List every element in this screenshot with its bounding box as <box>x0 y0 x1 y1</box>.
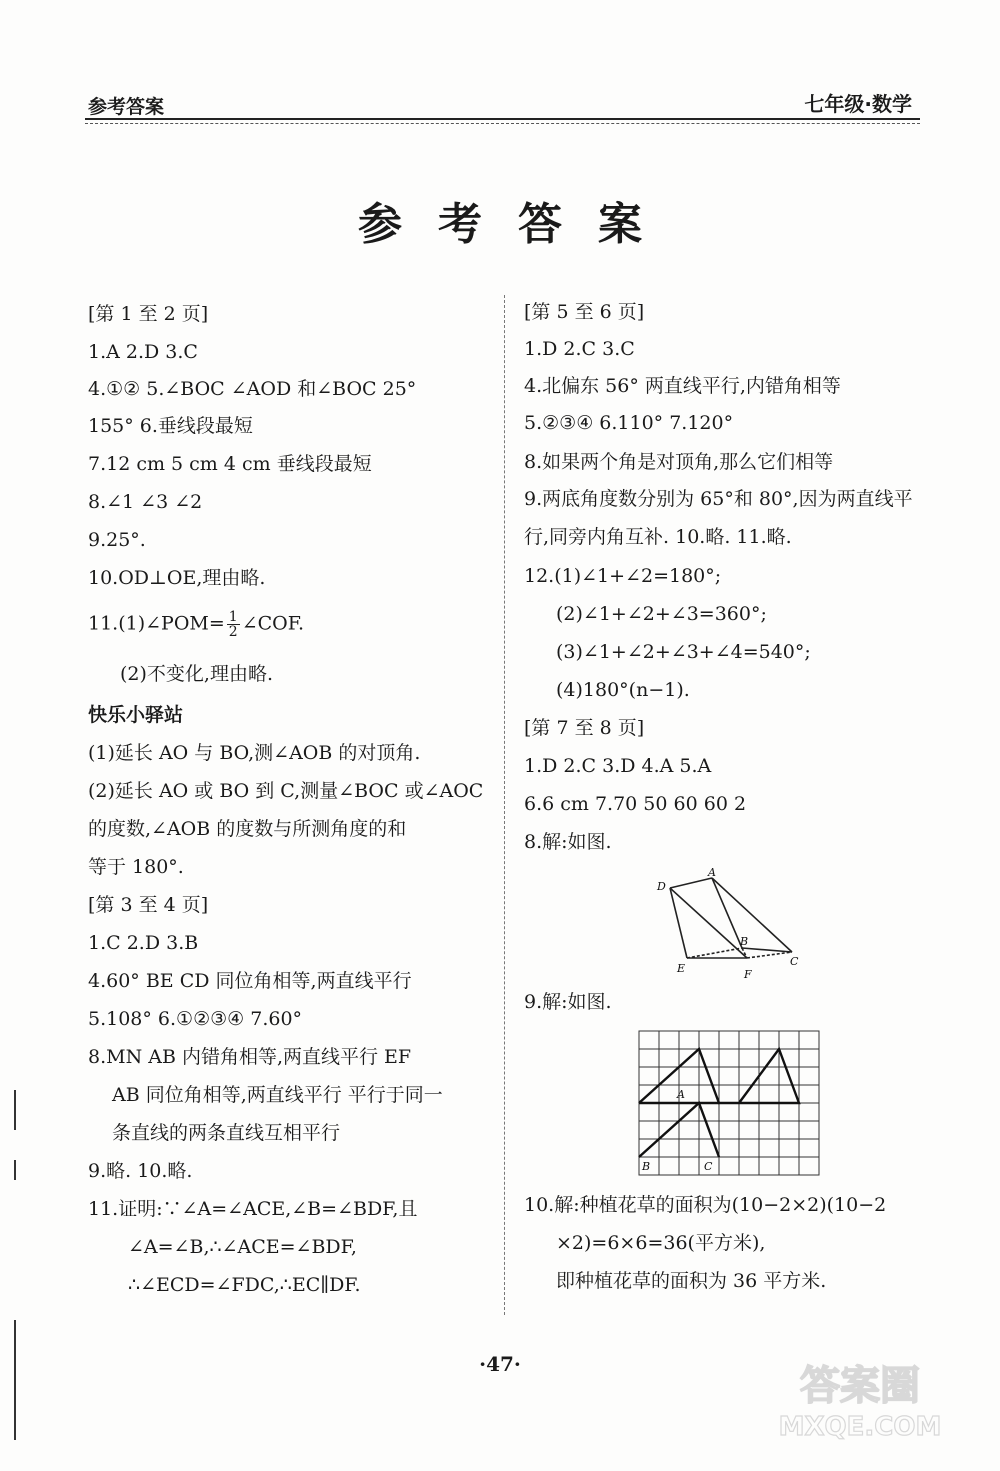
answer-text: ∠COF. <box>241 612 305 635</box>
fraction <box>227 610 240 639</box>
label-E: E <box>677 962 686 975</box>
answer-line: 1.C 2.D 3.B <box>88 932 199 954</box>
label-C: C <box>704 1160 713 1173</box>
label-C: C <box>790 955 799 968</box>
page-title: 参考答案 <box>358 199 678 250</box>
label-B: B <box>740 935 749 948</box>
answer-line: 9.两底角度数分别为 65°和 80°,因为两直线平 <box>524 488 913 510</box>
label-B: B <box>642 1160 651 1173</box>
scan-margin-mark <box>14 1160 16 1180</box>
column-divider <box>504 295 505 1315</box>
scan-margin-mark <box>14 1320 16 1440</box>
answer-line: 行,同旁内角互补. 10.略. 11.略. <box>524 526 792 548</box>
scan-margin-mark <box>14 1090 16 1130</box>
answer-line: 12.(1)∠1+∠2=180°; <box>524 565 722 587</box>
fraction-numerator: 1 <box>228 609 238 625</box>
header-right: 七年级·数学 <box>804 92 912 116</box>
section-subheading: 快乐小驿站 <box>88 704 184 726</box>
page-number: ·47· <box>479 1352 521 1376</box>
label-F: F <box>744 968 752 981</box>
answer-text: 11.(1)∠POM= <box>88 612 225 635</box>
answer-line: 4.北偏东 56° 两直线平行,内错角相等 <box>524 375 841 397</box>
answer-line: ∠A=∠B,∴∠ACE=∠BDF, <box>128 1236 357 1258</box>
answer-line: 5.108° 6.①②③④ 7.60° <box>88 1008 303 1030</box>
answer-line: (1)延长 AO 与 BO,测∠AOB 的对顶角. <box>88 742 421 764</box>
answer-line: 8.∠1 ∠3 ∠2 <box>88 491 203 513</box>
figure-grid <box>638 1030 820 1180</box>
answer-line: (4)180°(n−1). <box>556 679 690 701</box>
answer-line: 7.12 cm 5 cm 4 cm 垂线段最短 <box>88 453 372 475</box>
answer-line: 8.解:如图. <box>524 831 612 853</box>
watermark-url: MXQE.COM <box>778 1412 942 1441</box>
answer-line: 10.OD⊥OE,理由略. <box>88 567 266 589</box>
answer-line: (2)延长 AO 或 BO 到 C,测量∠BOC 或∠AOC <box>88 780 484 802</box>
label-A: A <box>708 866 716 879</box>
watermark-text: 答案圈 <box>800 1363 920 1409</box>
watermark-logo <box>760 1351 960 1441</box>
answer-line: 9.略. 10.略. <box>88 1160 193 1182</box>
answer-line: 1.D 2.C 3.C <box>524 338 635 360</box>
answer-line: 4.①② 5.∠BOC ∠AOD 和∠BOC 25° <box>88 378 417 400</box>
answer-line-fraction <box>88 610 304 639</box>
answer-line: 10.解:种植花草的面积为(10−2×2)(10−2 <box>524 1194 887 1216</box>
header-rule <box>85 118 920 120</box>
label-A: A <box>677 1088 685 1101</box>
answer-line: 等于 180°. <box>88 856 184 878</box>
fraction-denominator: 2 <box>228 624 238 640</box>
answer-line: 即种植花草的面积为 36 平方米. <box>556 1270 827 1292</box>
answer-line: 11.证明:∵∠A=∠ACE,∠B=∠BDF,且 <box>88 1198 418 1220</box>
answer-line: 8.MN AB 内错角相等,两直线平行 EF <box>88 1046 412 1068</box>
answer-line: 4.60° BE CD 同位角相等,两直线平行 <box>88 970 412 992</box>
answer-line: 1.D 2.C 3.D 4.A 5.A <box>524 755 712 777</box>
answer-line: 5.②③④ 6.110° 7.120° <box>524 412 734 434</box>
answer-line: (2)∠1+∠2+∠3=360°; <box>556 603 767 625</box>
section-heading: [第 1 至 2 页] <box>88 303 209 325</box>
answer-line: ×2)=6×6=36(平方米), <box>556 1232 766 1254</box>
answer-line: 条直线的两条直线互相平行 <box>112 1122 341 1144</box>
header-left: 参考答案 <box>88 96 165 118</box>
answer-line: 155° 6.垂线段最短 <box>88 415 253 437</box>
section-heading: [第 3 至 4 页] <box>88 894 209 916</box>
answer-line: 9.25°. <box>88 529 146 551</box>
header-rule-dashed <box>85 123 920 124</box>
section-heading: [第 5 至 6 页] <box>524 301 645 323</box>
figure-translation <box>652 866 812 982</box>
answer-line: 8.如果两个角是对顶角,那么它们相等 <box>524 451 834 473</box>
answer-line: (3)∠1+∠2+∠3+∠4=540°; <box>556 641 811 663</box>
answer-line: (2)不变化,理由略. <box>120 663 273 685</box>
answer-line: 6.6 cm 7.70 50 60 60 2 <box>524 793 747 815</box>
answer-line: 9.解:如图. <box>524 991 612 1013</box>
label-D: D <box>657 880 666 893</box>
answer-line: 的度数,∠AOB 的度数与所测角度的和 <box>88 818 407 840</box>
answer-line: ∴∠ECD=∠FDC,∴EC∥DF. <box>128 1274 361 1296</box>
answer-line: AB 同位角相等,两直线平行 平行于同一 <box>112 1084 443 1106</box>
section-heading: [第 7 至 8 页] <box>524 717 645 739</box>
answer-line: 1.A 2.D 3.C <box>88 341 198 363</box>
